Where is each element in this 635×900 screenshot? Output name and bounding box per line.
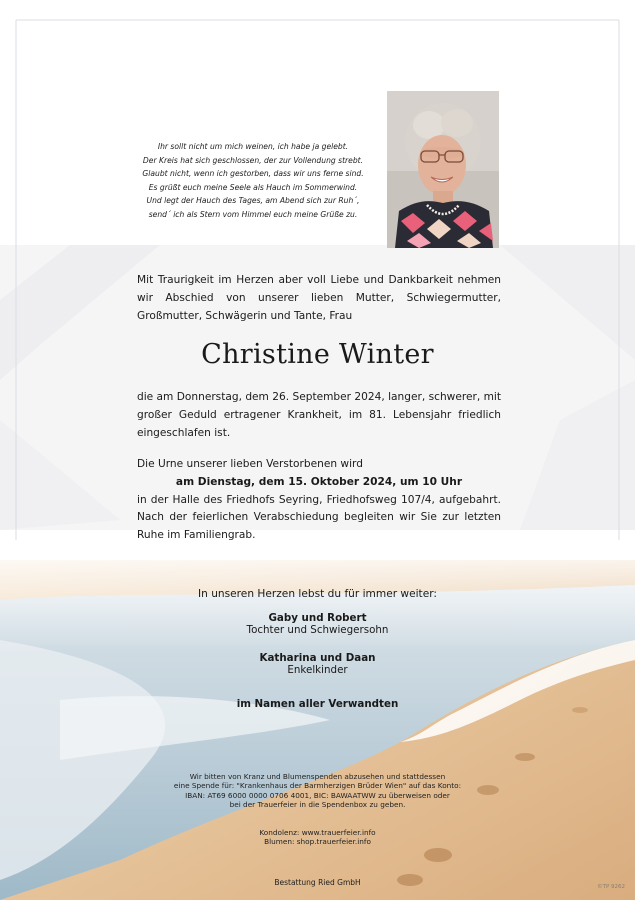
poem-line: Und legt der Hauch des Tages, am Abend sich zur Ruh´, xyxy=(146,196,360,206)
memorial-poem xyxy=(130,140,376,222)
poem-line: Es grüßt euch meine Seele als Hauch im Sommerwind. xyxy=(148,182,358,192)
flowers-link[interactable]: Blumen: shop.trauerfeier.info xyxy=(264,837,371,847)
donation-line: IBAN: AT69 6000 0000 0706 4001, BIC: BAWAATWW zu überweisen oder xyxy=(185,790,450,800)
intro-line: wir Abschied von unserer lieben Mutter, Schwiegermutter, xyxy=(137,291,501,304)
funeral-company: Bestattung Ried GmbH xyxy=(274,878,361,887)
urn-intro-line: Die Urne unserer lieben Verstorbenen wird xyxy=(137,458,363,470)
template-code: ©TP 9262 xyxy=(597,884,625,890)
mourner-name: Gaby und Robert xyxy=(268,612,367,624)
urn-notice xyxy=(137,456,501,545)
death-notice: die am Donnerstag, dem 26. September 2024, langer, schwerer, mit großer Geduld ertragener Krankheit, im 81. Lebensjahr friedlich eingeschlafen ist. xyxy=(137,391,501,439)
mourner-relation: Enkelkinder xyxy=(287,664,348,677)
relatives-line: im Namen aller Verwandten xyxy=(236,698,399,710)
contact-links xyxy=(0,828,635,847)
poem-line: Glaubt nicht, wenn ich gestorben, dass wir uns ferne sind. xyxy=(142,169,364,179)
poem-line: Der Kreis hat sich geschlossen, der zur Vollendung strebt. xyxy=(142,155,364,165)
mourner-name: Katharina und Daan xyxy=(259,652,376,664)
intro-line: Großmutter, Schwägerin und Tante, Frau xyxy=(137,309,353,322)
donation-line: bei der Trauerfeier in die Spendenbox zu geben. xyxy=(229,799,406,809)
deceased-name: Christine Winter xyxy=(201,339,434,370)
donation-line: Wir bitten von Kranz und Blumenspenden abzusehen und stattdessen xyxy=(189,772,446,781)
poem-line: Ihr sollt nicht um mich weinen, ich habe ja gelebt. xyxy=(157,142,349,151)
intro-paragraph xyxy=(137,272,501,325)
condolence-link[interactable]: Kondolenz: www.trauerfeier.info xyxy=(259,828,376,837)
poem-line: send´ ich als Stern vom Himmel euch meine Grüße zu. xyxy=(148,209,358,219)
mourner-entry xyxy=(0,612,635,637)
mourner-entry xyxy=(0,652,635,677)
donation-notice xyxy=(0,772,635,809)
portrait-photo xyxy=(387,91,499,248)
intro-line: Mit Traurigkeit im Herzen aber voll Liebe und Dankbarkeit nehmen xyxy=(137,274,501,286)
mourner-relation: Tochter und Schwiegersohn xyxy=(246,624,389,637)
ceremony-date: am Dienstag, dem 15. Oktober 2024, um 10 Uhr xyxy=(175,475,463,488)
closing-line: In unseren Herzen lebst du für immer weiter: xyxy=(198,588,437,600)
donation-line: eine Spende für: "Krankenhaus der Barmherzigen Brüder Wien" auf das Konto: xyxy=(173,781,462,791)
ceremony-location: in der Halle des Friedhofs Seyring, Friedhofsweg 107/4, aufgebahrt. Nach der feierlichen Verabschiedung begleiten wir Sie zur letzten Ruhe im Familiengrab. xyxy=(137,493,501,542)
